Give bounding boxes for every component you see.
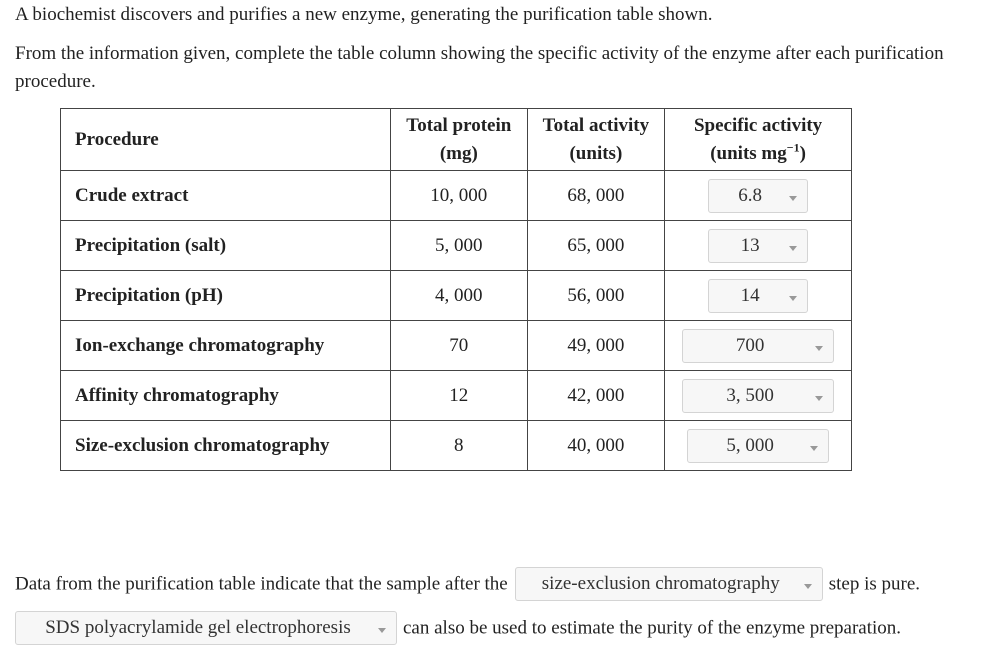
header-specific-activity-label: Specific activity xyxy=(693,114,823,136)
intro-text: A biochemist discovers and purifies a new enzyme, generating the purification table shown. xyxy=(15,4,713,25)
purification-table xyxy=(60,108,852,471)
chevron-down-icon xyxy=(804,584,812,589)
dropdown-value: 6.8 xyxy=(738,184,762,206)
chevron-down-icon xyxy=(378,628,386,633)
purity-text-after: step is pure. xyxy=(828,573,921,595)
header-total-activity-label: Total activity xyxy=(542,114,650,136)
dropdown-value: 14 xyxy=(740,284,760,306)
table-row xyxy=(61,371,852,421)
dropdown-value: 13 xyxy=(740,234,760,256)
header-specific-activity xyxy=(665,109,852,171)
dropdown-value: 5, 000 xyxy=(726,434,774,456)
dropdown-value: SDS polyacrylamide gel electrophoresis xyxy=(45,617,351,638)
total-activity-cell: 49, 000 xyxy=(527,321,665,371)
total-protein-cell: 4, 000 xyxy=(391,271,528,321)
header-total-protein xyxy=(391,109,528,171)
chevron-down-icon xyxy=(789,246,797,251)
chevron-down-icon xyxy=(815,346,823,351)
chevron-down-icon xyxy=(789,296,797,301)
dropdown-value: size-exclusion chromatography xyxy=(541,573,780,594)
instruction-text: From the information given, complete the table column showing the specific activity of the enzyme after each purification procedure. xyxy=(15,43,944,92)
specific-activity-dropdown[interactable] xyxy=(708,279,808,313)
total-activity-cell: 68, 000 xyxy=(527,171,665,221)
dropdown-value: 700 xyxy=(735,334,765,356)
specific-activity-cell xyxy=(665,171,852,221)
table-row xyxy=(61,271,852,321)
total-activity-cell: 65, 000 xyxy=(527,221,665,271)
specific-activity-cell xyxy=(665,371,852,421)
specific-activity-dropdown[interactable] xyxy=(687,429,829,463)
procedure-cell: Crude extract xyxy=(61,171,391,221)
header-procedure: Procedure xyxy=(61,109,391,171)
unit-part-a: (units mg xyxy=(710,142,787,164)
estimate-text-after: can also be used to estimate the purity of the enzyme preparation. xyxy=(403,617,902,639)
pure-step-dropdown[interactable] xyxy=(515,567,823,601)
purity-method-dropdown[interactable] xyxy=(15,611,397,645)
unit-part-b: ) xyxy=(799,142,806,164)
unit-exponent: −1 xyxy=(786,140,800,155)
purity-sentence xyxy=(15,568,920,602)
total-protein-cell: 12 xyxy=(391,371,528,421)
header-total-protein-label: Total protein xyxy=(406,114,512,136)
specific-activity-dropdown[interactable] xyxy=(708,229,808,263)
specific-activity-dropdown[interactable] xyxy=(682,379,834,413)
specific-activity-cell xyxy=(665,221,852,271)
chevron-down-icon xyxy=(810,446,818,451)
estimate-sentence xyxy=(15,612,901,646)
specific-activity-cell xyxy=(665,321,852,371)
table-row xyxy=(61,171,852,221)
procedure-cell: Ion-exchange chromatography xyxy=(61,321,391,371)
header-total-activity xyxy=(527,109,665,171)
purity-text-before: Data from the purification table indicate that the sample after the xyxy=(15,573,508,595)
header-total-protein-unit: (mg) xyxy=(439,142,478,164)
table-row xyxy=(61,221,852,271)
procedure-cell: Precipitation (salt) xyxy=(61,221,391,271)
dropdown-value: 3, 500 xyxy=(726,384,774,406)
total-activity-cell: 56, 000 xyxy=(527,271,665,321)
total-activity-cell: 40, 000 xyxy=(527,421,665,471)
table-row xyxy=(61,321,852,371)
chevron-down-icon xyxy=(789,196,797,201)
total-activity-cell: 42, 000 xyxy=(527,371,665,421)
specific-activity-cell xyxy=(665,421,852,471)
procedure-cell: Size-exclusion chromatography xyxy=(61,421,391,471)
specific-activity-cell xyxy=(665,271,852,321)
procedure-cell: Precipitation (pH) xyxy=(61,271,391,321)
total-protein-cell: 8 xyxy=(391,421,528,471)
table-header-row xyxy=(61,109,852,171)
header-specific-activity-unit xyxy=(710,140,806,164)
table-row xyxy=(61,421,852,471)
total-protein-cell: 70 xyxy=(391,321,528,371)
chevron-down-icon xyxy=(815,396,823,401)
specific-activity-dropdown[interactable] xyxy=(708,179,808,213)
header-total-activity-unit: (units) xyxy=(569,142,623,164)
total-protein-cell: 10, 000 xyxy=(391,171,528,221)
procedure-cell: Affinity chromatography xyxy=(61,371,391,421)
specific-activity-dropdown[interactable] xyxy=(682,329,834,363)
total-protein-cell: 5, 000 xyxy=(391,221,528,271)
